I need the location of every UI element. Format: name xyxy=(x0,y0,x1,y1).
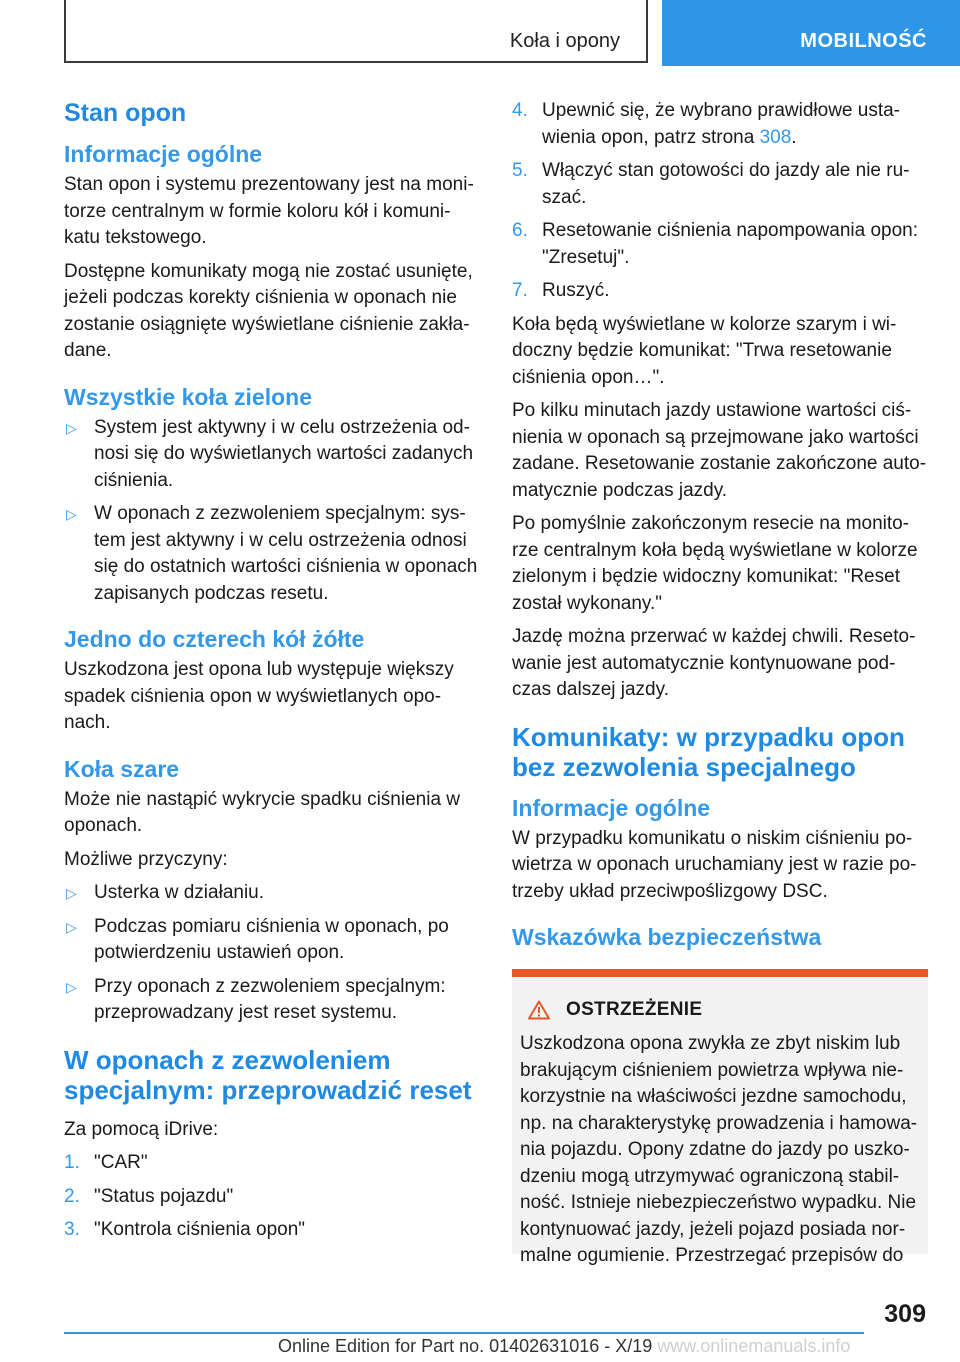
paragraph: Dostępne komunikaty mogą nie zostać usunięte, jeżeli podczas korekty ciśnienia w oponach nie zostanie osiągnięte wyświetlane ciśnienie zakładane. xyxy=(64,260,473,361)
page-reference-link[interactable]: 308 xyxy=(759,126,792,148)
warning-triangle-icon xyxy=(528,1000,550,1020)
right-column xyxy=(512,98,928,1266)
paragraph: Jazdę można przerwać w każdej chwili. Resetowanie jest automatycznie kontynuowane podczas dalszej jazdy. xyxy=(512,626,916,700)
step-item: 6. Resetowanie ciśnienia napompowania opon: "Zresetuj". xyxy=(512,220,919,268)
steps-list xyxy=(64,1150,480,1244)
footer-watermark: www.onlinemanuals.info xyxy=(657,1336,851,1356)
page-title: Stan opon xyxy=(64,99,187,127)
footer-edition-text: Online Edition for Part no. 01402631016 - X/19 www.onlinemanuals.info xyxy=(278,1336,851,1356)
bullet-list xyxy=(64,415,480,608)
heading-messages: Komunikaty: w przypadku opon bez zezwolenia specjalnego xyxy=(512,721,905,782)
header-chapter-tab xyxy=(662,0,960,66)
heading-general-info: Informacje ogólne xyxy=(64,141,263,167)
page-header xyxy=(0,0,960,66)
header-section-box xyxy=(64,0,648,63)
triangle-bullet-icon: ▷ xyxy=(66,978,77,995)
list-item: ▷ System jest aktywny i w celu ostrzeżenia odnosi się do wyświetlanych wartości zadanych ciśnienia. xyxy=(66,416,474,491)
step-item: 1. "CAR" xyxy=(64,1152,148,1173)
triangle-bullet-icon: ▷ xyxy=(66,419,77,436)
warning-text: Uszkodzona opona zwykła ze zbyt niskim lub brakującym ciśnieniem powietrza wpływa niekorzystnie na właściwości jezdne samochodu, np. na charakterystykę prowadzenia i hamowania pojazdu. Opony zdatne do jazdy po uszkodzeniu mogą utrzymywać ograniczoną stabilność. Istnieje niebezpieczeństwo wypadku. Nie kontynuować jazdy, jeżeli pojazd posiada normalne ogumienie. Przestrzegać przepisów do xyxy=(520,1033,918,1266)
bullet-list xyxy=(64,880,480,1027)
triangle-bullet-icon: ▷ xyxy=(66,885,77,901)
footer-divider xyxy=(64,1332,864,1334)
list-item: ▷ Podczas pomiaru ciśnienia w oponach, po potwierdzeniu ustawień opon. xyxy=(66,915,449,963)
warning-title: OSTRZEŻENIE xyxy=(520,999,920,1021)
heading-reset: W oponach z zezwoleniem specjalnym: przeprowadzić reset xyxy=(64,1044,472,1105)
list-item: ▷ W oponach z zezwoleniem specjalnym: system jest aktywny i w celu ostrzeżenia odnosi się do ostatnich wartości ciśnienia w oponach zapisanych podczas resetu. xyxy=(66,503,478,604)
paragraph: Możliwe przyczyny: xyxy=(64,848,228,870)
step-item: 3. "Kontrola ciśnienia opon" xyxy=(64,1219,306,1240)
list-item: ▷ Przy oponach z zezwoleniem specjalnym: przeprowadzany jest reset systemu. xyxy=(66,975,446,1023)
heading-wheels-grey: Koła szare xyxy=(64,755,180,782)
heading-wheels-yellow: Jedno do czterech kół żółte xyxy=(64,626,365,652)
warning-box xyxy=(512,969,928,1266)
paragraph: Uszkodzona jest opona lub występuje większy spadek ciśnienia opon w wyświetlanych oponach. xyxy=(64,659,454,733)
page-number: 309 xyxy=(884,1300,926,1328)
paragraph: Po pomyślnie zakończonym resecie na monitorze centralnym koła będą wyświetlane w kolorze zielonym i będzie widoczny komunikat: "Reset został wykonany." xyxy=(512,513,918,614)
header-chapter-title: MOBILNOŚĆ xyxy=(800,30,927,52)
paragraph: W przypadku komunikatu o niskim ciśnieniu powietrza w oponach uruchamiany jest w razie potrzeby układ przeciwpoślizgowy DSC. xyxy=(512,827,917,902)
heading-safety-note: Wskazówka bezpieczeństwa xyxy=(512,924,822,950)
steps-list-continued xyxy=(512,98,928,305)
step-item: 2. "Status pojazdu" xyxy=(64,1185,234,1207)
step-item: 4. Upewnić się, że wybrano prawidłowe ustawienia opon, patrz strona 308. xyxy=(512,100,900,148)
heading-all-wheels-green: Wszystkie koła zielone xyxy=(64,383,312,410)
list-item: ▷ Usterka w działaniu. xyxy=(64,880,480,907)
left-column xyxy=(64,98,480,1251)
paragraph: Stan opon i systemu prezentowany jest na monitorze centralnym w formie koloru kół i komunikatu tekstowego. xyxy=(64,174,474,248)
step-item: 7. Ruszyć. xyxy=(512,280,610,301)
heading-general-info-2: Informacje ogólne xyxy=(512,794,711,821)
paragraph: Może nie nastąpić wykrycie spadku ciśnienia w oponach. xyxy=(64,788,461,836)
step-item: 5. Włączyć stan gotowości do jazdy ale nie ruszać. xyxy=(512,160,910,208)
triangle-bullet-icon: ▷ xyxy=(66,918,77,935)
triangle-bullet-icon: ▷ xyxy=(66,506,77,522)
paragraph: Koła będą wyświetlane w kolorze szarym i widoczny będzie komunikat: "Trwa resetowanie ciśnienia opon…". xyxy=(512,313,897,388)
paragraph: Po kilku minutach jazdy ustawione wartości ciśnienia w oponach są przejmowane jako wartości zadane. Resetowanie zostanie zakończone automatycznie podczas jazdy. xyxy=(512,400,927,501)
header-section-title: Koła i opony xyxy=(509,30,620,52)
paragraph: Za pomocą iDrive: xyxy=(64,1118,219,1140)
